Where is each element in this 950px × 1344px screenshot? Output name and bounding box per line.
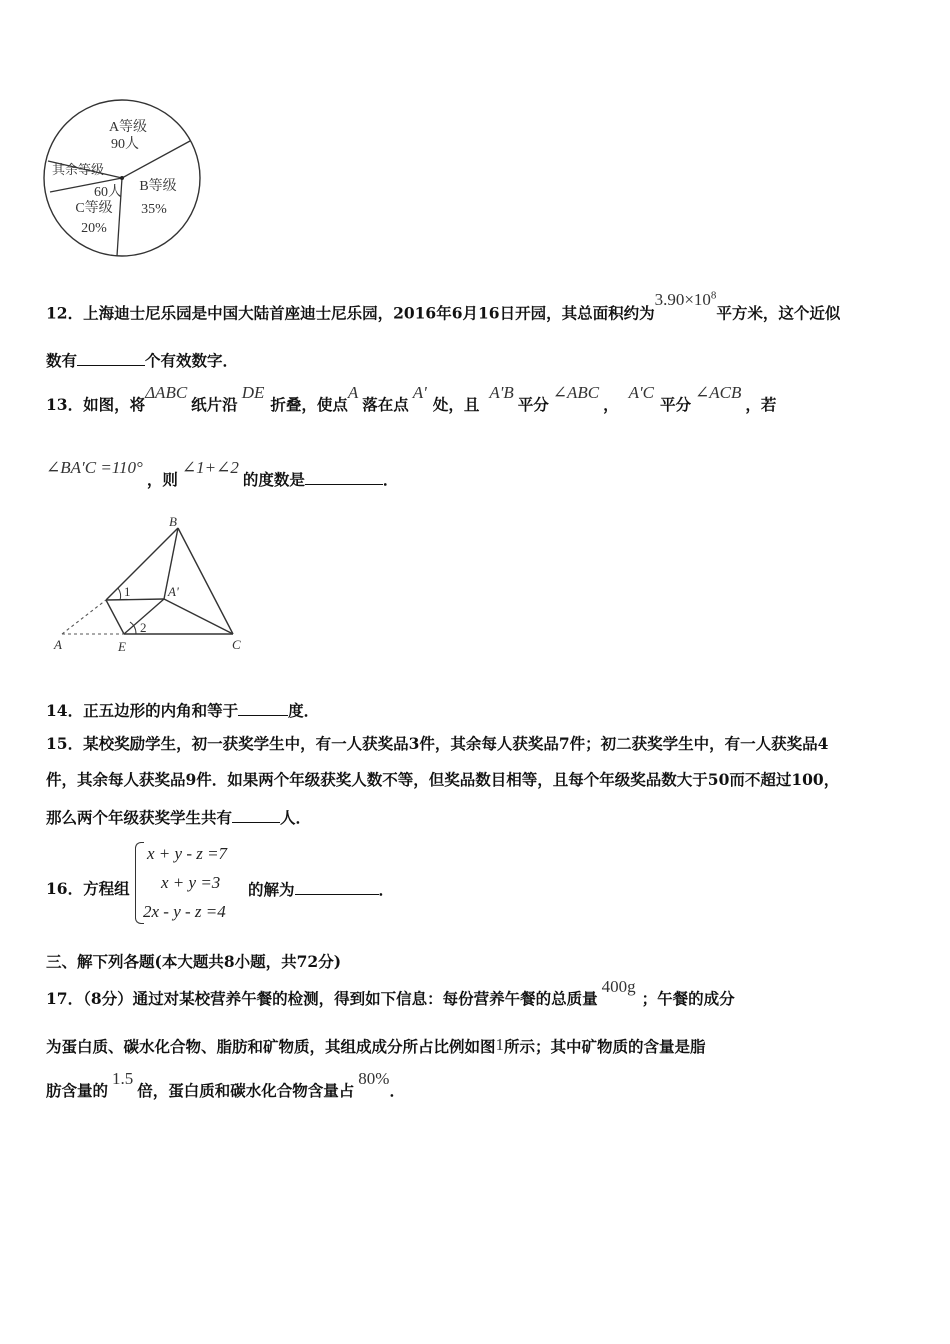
q17-text-4: 所示；其中矿物质的含量是脂: [504, 1037, 706, 1056]
q12-text-b: 平方米，这个近似: [716, 303, 841, 323]
q15-text-b: 人．: [280, 808, 312, 827]
section3-title: 三、解下列各题(本大题共8小题，共72分): [46, 952, 342, 971]
q13-text-1: 13．如图，将: [46, 395, 146, 414]
q14-answer-blank[interactable]: [238, 699, 288, 716]
slice-other-name: 其余等级: [51, 162, 105, 177]
q16-text-mid: 的解为: [248, 880, 295, 899]
label-a: A: [54, 637, 62, 652]
q13-answer-blank[interactable]: [305, 468, 383, 485]
q17-line2: [46, 1036, 706, 1058]
q12-text-a: 12．上海迪士尼乐园是中国大陆首座迪士尼乐园，2016年6月16日开园，其总面积约为: [46, 303, 655, 323]
q12-area-mantissa: 3.90×10: [654, 289, 711, 309]
slice-b-value: 35%: [141, 202, 167, 217]
label-a-prime: A': [168, 584, 179, 599]
edge-d-e: [106, 600, 124, 634]
pie-center: [120, 176, 124, 180]
q14-text-a: 14．正五边形的内角和等于: [46, 701, 239, 720]
q15-line2: 件，其余每人获奖品9件．如果两个年级获奖人数不等，但奖品数目相等，且每个年级奖品数大于50而不超过100，: [46, 770, 840, 789]
edge-d-aprime: [106, 599, 164, 600]
q16-eq2: x + y =3: [161, 873, 221, 892]
q13-math-a: A: [347, 383, 359, 402]
q17-math-mass: 400g: [601, 977, 636, 996]
angle-arc-1: [118, 588, 121, 600]
q16-eq3: 2x - y - z =4: [143, 902, 226, 921]
label-angle-1: 1: [124, 584, 131, 599]
q12-line2: [46, 349, 238, 372]
q15-line3: [46, 806, 311, 829]
q13-math-angle-sum: ∠1+∠2: [181, 458, 239, 477]
q12-area-exponent: 8: [710, 289, 717, 301]
q14-text-b: 度．: [288, 701, 320, 720]
q12-area-value: [655, 290, 717, 309]
edge-aprime-c: [164, 599, 233, 634]
q12-text-d: 个有效数字．: [145, 351, 239, 370]
triangle-figure: [48, 512, 258, 657]
q13-text-5: 处，且: [432, 395, 480, 414]
edge-b-c: [178, 528, 233, 634]
q13-math-angle-abc: ∠ABC: [552, 383, 600, 402]
q13-math-a-prime: A': [412, 383, 427, 402]
q15-text-a: 那么两个年级获奖学生共有: [46, 808, 233, 827]
q17-line3: [46, 1069, 405, 1102]
q13-text-3: 折叠，使点: [270, 395, 348, 414]
q12-answer-blank[interactable]: [77, 349, 145, 366]
slice-b-name: B等级: [139, 179, 177, 194]
q13-math-de: DE: [241, 383, 265, 402]
q13-text-11: 的度数是: [242, 470, 305, 489]
q12-line1: [46, 289, 841, 325]
q15-answer-blank[interactable]: [232, 806, 280, 823]
q12-text-c: 数有: [46, 351, 78, 370]
q17-line1: [46, 977, 735, 1010]
q13-math-a-prime-b: A'B: [489, 383, 514, 402]
q13-text-10: ，则: [146, 470, 178, 489]
dashed-a-d: [62, 600, 106, 634]
q13-text-7: ，: [603, 395, 619, 414]
q13-text-4: 落在点: [362, 395, 409, 414]
q13-text-8: 平分: [659, 395, 691, 414]
q14-line: [46, 699, 319, 722]
q13-math-angle-acb: ∠ACB: [695, 383, 742, 402]
slice-a-value: 90人: [111, 137, 139, 152]
q16-equation-system: [135, 840, 250, 924]
q17-text-3: 为蛋白质、碳水化合物、脂肪和矿物质，其组成成分所占比例如图: [46, 1037, 496, 1056]
label-c: C: [232, 637, 241, 652]
q17-text-2: ；午餐的成分: [641, 989, 735, 1008]
slice-c-value: 20%: [81, 221, 107, 236]
q16-eq1: x + y - z =7: [147, 844, 228, 863]
q16-prefix: 16．方程组: [46, 879, 130, 898]
q13-line1: [46, 383, 777, 416]
pie-chart: [40, 96, 210, 261]
q17-text-7: ．: [389, 1081, 405, 1100]
q13-math-triangle: ΔABC: [145, 383, 188, 402]
q17-text-5: 肪含量的: [46, 1081, 109, 1100]
q13-math-given-angle: ∠BA′C =110°: [46, 458, 143, 477]
q13-text-9: ，若: [745, 395, 777, 414]
q13-text-6: 平分: [517, 395, 549, 414]
label-e: E: [118, 639, 126, 654]
q13-text-2: 纸片沿: [191, 395, 238, 414]
q16-tail: [248, 878, 394, 901]
q16-answer-blank[interactable]: [295, 878, 379, 895]
q15-line1: 15．某校奖励学生，初一获奖学生中，有一人获奖品3件，其余每人获奖品7件；初二获奖学生中，有一人获奖品4: [46, 734, 829, 753]
q13-line2: [46, 458, 399, 491]
slice-c-name: C等级: [75, 201, 113, 216]
q13-math-a-prime-c: A'C: [628, 383, 654, 402]
q17-math-percent: 80%: [358, 1069, 390, 1088]
slice-a-name: A等级: [108, 120, 148, 135]
q13-text-12: ．: [382, 470, 399, 489]
q16-text-end: ．: [378, 880, 395, 899]
label-b: B: [169, 514, 177, 529]
slice-other-value: 60人: [94, 185, 122, 200]
label-angle-2: 2: [140, 620, 147, 635]
q17-math-ratio: 1.5: [112, 1069, 134, 1088]
q17-text-6: 倍，蛋白质和碳水化合物含量占: [137, 1081, 355, 1100]
q17-text-1: 17．（8分）通过对某校营养午餐的检测，得到如下信息：每份营养午餐的总质量: [46, 989, 598, 1008]
q17-math-figure-number: 1: [495, 1035, 505, 1054]
